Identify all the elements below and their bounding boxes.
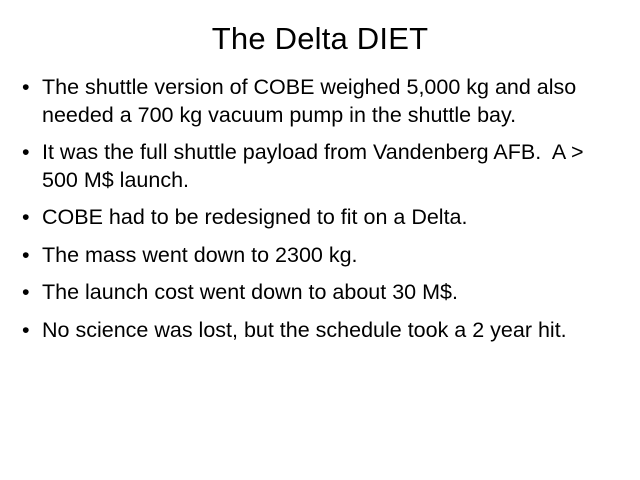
list-item [22,74,614,129]
list-item-text: It was the full shuttle payload from Vandenberg AFB. A > 500 M$ launch. [42,140,590,192]
list-item [22,242,614,270]
list-item-text: The mass went down to 2300 kg. [42,242,358,267]
list-item-text: The shuttle version of COBE weighed 5,000 kg and also needed a 700 kg vacuum pump in the shuttle bay. [42,75,583,127]
list-item [22,204,614,232]
bullet-icon: • [22,140,30,165]
bullet-icon: • [22,280,30,305]
bullet-icon: • [22,242,30,267]
list-item [22,317,614,345]
bullet-icon: • [22,317,30,342]
list-item-text: No science was lost, but the schedule took a 2 year hit. [42,317,567,342]
list-item [22,139,614,194]
bullet-list [0,56,640,344]
list-item [22,279,614,307]
page-title: The Delta DIET [211,21,429,56]
bullet-icon: • [22,75,30,100]
bullet-icon: • [22,205,30,230]
list-item-text: COBE had to be redesigned to fit on a Delta. [42,205,468,230]
list-item-text: The launch cost went down to about 30 M$. [42,280,458,305]
